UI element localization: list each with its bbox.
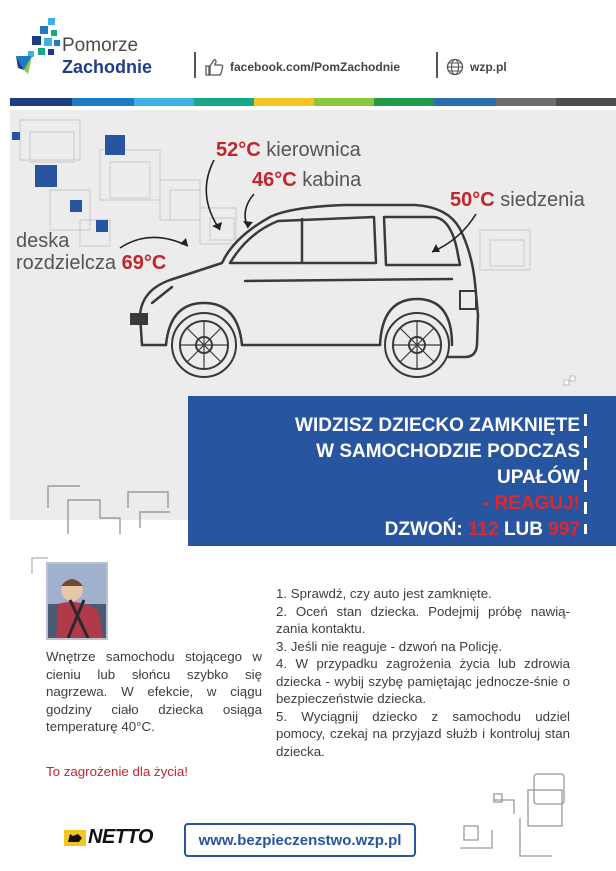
alert-line3: UPAŁÓW bbox=[496, 467, 580, 488]
temp-label: rozdzielcza bbox=[16, 252, 117, 274]
logo-line1: Pomorze bbox=[62, 35, 139, 56]
alert-text bbox=[192, 400, 580, 542]
step-item: 5. Wyciągnij dziecko z samochodu udziel pomocy, czekaj na przyjazd służb i kontroluj stan dziecka. bbox=[276, 708, 570, 759]
step-item: 2. Oceń stan dziecka. Podejmij próbę nawią-zania kontaktu. bbox=[276, 603, 570, 636]
alert-line4: - REAGUJ! bbox=[482, 493, 580, 514]
child-in-car-photo bbox=[46, 562, 108, 640]
netto-logo bbox=[64, 826, 153, 849]
steps-list bbox=[276, 585, 570, 760]
temp-dashboard bbox=[16, 230, 166, 274]
temp-label: kabina bbox=[302, 169, 362, 191]
child-photo-illustration bbox=[48, 564, 108, 640]
netto-dog-icon bbox=[64, 828, 86, 848]
temp-steering-wheel bbox=[216, 140, 361, 160]
dotted-accent bbox=[584, 414, 588, 534]
step-item: 1. Sprawdź, czy auto jest zamknięte. bbox=[276, 586, 492, 601]
step-item: 4. W przypadku zagrożenia życia lub zdrowia dziecka - wybij szybę pamiętając jednocze-śnie o bezpieczeństwie dziecka. bbox=[276, 656, 570, 706]
temp-label: siedzenia bbox=[500, 189, 585, 211]
alert-call-line bbox=[190, 520, 580, 539]
facebook-url[interactable]: facebook.com/PomZachodnie bbox=[230, 60, 401, 74]
emergency-number-112: 112 bbox=[468, 519, 499, 540]
danger-warning: To zagrożenie dla życia! bbox=[46, 764, 188, 779]
alert-line1: WIDZISZ DZIECKO ZAMKNIĘTE bbox=[295, 415, 580, 436]
temp-cabin bbox=[252, 170, 361, 190]
alert-line2: W SAMOCHODZIE PODCZAS bbox=[316, 441, 580, 462]
temp-value: 50°C bbox=[450, 189, 495, 211]
photo-corner-bracket bbox=[30, 556, 50, 576]
corner-marks bbox=[560, 374, 580, 388]
website-url[interactable]: wzp.pl bbox=[470, 60, 507, 74]
step-item: 3. Jeśli nie reaguje - dzwoń na Policję. bbox=[276, 638, 503, 654]
temp-value: 46°C bbox=[252, 169, 297, 191]
info-paragraph: Wnętrze samochodu stojącego w cieniu lub słońcu szybko się nagrzewa. W efekcie, w ciągu godziny ciało dziecka osiąga temperaturę 40°C. bbox=[46, 649, 262, 734]
sponsor-name: NETTO bbox=[88, 826, 153, 848]
or-label: LUB bbox=[503, 519, 544, 540]
logo-line2: Zachodnie bbox=[62, 57, 153, 77]
footer-url-link[interactable]: www.bezpieczenstwo.wzp.pl bbox=[184, 823, 416, 857]
temp-label: deska bbox=[16, 230, 70, 252]
call-label: DZWOŃ: bbox=[384, 519, 463, 540]
temp-value: 69°C bbox=[121, 252, 167, 274]
decorative-outline-left bbox=[40, 478, 180, 538]
temp-value: 52°C bbox=[216, 139, 261, 161]
decorative-outline-right bbox=[454, 770, 574, 860]
temp-seats bbox=[450, 190, 585, 210]
temp-label: kierownica bbox=[266, 139, 361, 161]
emergency-number-997: 997 bbox=[548, 519, 580, 540]
